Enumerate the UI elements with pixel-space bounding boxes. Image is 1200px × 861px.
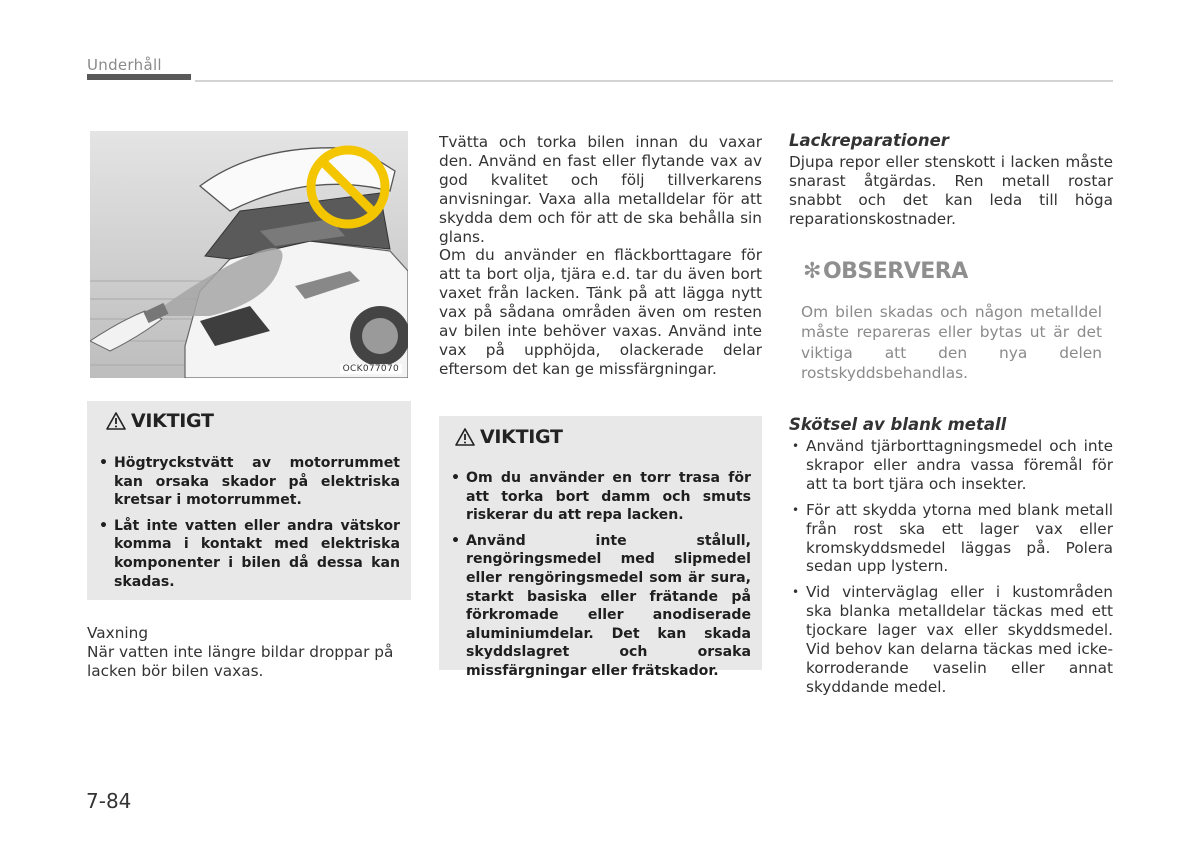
warning-box-engine bbox=[87, 401, 411, 600]
paint-repair-section bbox=[789, 131, 1113, 229]
list-item: • För att skydda ytorna med blank metall från rost ska ett lager vax eller kromskyddsmedel läggas på. Polera sedan upp lystern. bbox=[789, 501, 1113, 577]
warning-item: • Om du använder en torr trasa för att torka bort damm och smuts riskerar du att repa lacken. bbox=[449, 469, 751, 525]
waxing-section bbox=[87, 624, 411, 681]
warning-triangle-icon bbox=[106, 412, 126, 430]
figure-code: OCK077070 bbox=[340, 364, 402, 374]
observera-text: Om bilen skadas och någon metalldel måste repareras eller bytas ut är det viktiga att den nya delen rostskyddsbehandlas. bbox=[801, 303, 1102, 383]
warning-box-paint bbox=[439, 416, 762, 679]
warning-header bbox=[455, 426, 563, 448]
warning-item: • Använd inte stålull, rengöringsmedel med slipmedel eller rengöringsmedel som är sura, starkt basiska eller frätande på förkromade eller anodiserade aluminiumdelar. Det kan skada skyddslagret och orsaka missfärgningar eller frätskador. bbox=[449, 532, 751, 681]
warning-title: VIKTIGT bbox=[131, 410, 214, 432]
warning-header bbox=[106, 410, 214, 432]
observera-header bbox=[803, 259, 1113, 284]
list-item: • Använd tjärborttagningsmedel och inte skrapor eller andra vassa föremål för att ta bort tjära och insekter. bbox=[789, 437, 1113, 494]
header-rule bbox=[195, 80, 1113, 82]
paragraph-wax-instructions: Tvätta och torka bilen innan du vaxar den. Använd en fast eller flytande vax av god kvalitet och följ tillverkarens anvisningar. Vaxa alla metalldelar för att skydda dem och för att de ska behålla sin glans. bbox=[439, 133, 762, 246]
car-hood-illustration bbox=[90, 131, 408, 378]
lack-heading: Lackreparationer bbox=[789, 131, 949, 150]
observera-title: OBSERVERA bbox=[822, 259, 968, 284]
observera-note bbox=[789, 259, 1113, 384]
warning-item: • Låt inte vatten eller andra vätskor komma i kontakt med elektriska komponenter i bilen då dessa kan skadas. bbox=[97, 517, 400, 591]
warning-triangle-icon bbox=[455, 428, 475, 446]
metal-care-section bbox=[789, 415, 1113, 704]
warning-title: VIKTIGT bbox=[480, 426, 563, 448]
page-number: 7-84 bbox=[86, 789, 132, 813]
warning-list bbox=[97, 454, 400, 598]
waxing-heading: Vaxning bbox=[87, 624, 149, 642]
waxing-text: När vatten inte längre bildar droppar på lacken bör bilen vaxas. bbox=[87, 642, 394, 680]
list-item: • Vid vinterväglag eller i kustområden ska blanka metalldelar täckas med ett tjockare lager vax eller skyddsmedel. Vid behov kan delarna täckas med icke-korroderande vaselin eller annat skyddande medel. bbox=[789, 583, 1113, 696]
warning-item: • Högtryckstvätt av motorrummet kan orsaka skador på elektriska kretsar i motorrummet. bbox=[97, 454, 400, 510]
lack-text: Djupa repor eller stenskott i lacken måste snarast åtgärdas. Ren metall rostar snabbt och det kan leda till höga reparationskostnader. bbox=[789, 153, 1113, 228]
header-bar bbox=[87, 74, 191, 80]
warning-list bbox=[449, 469, 751, 688]
asterisk-icon: ✻ bbox=[803, 259, 821, 284]
section-title: Underhåll bbox=[87, 56, 162, 74]
paragraph-stain-remover: Om du använder en fläckborttagare för att ta bort olja, tjära e.d. tar du även bort vaxet från lacken. Tänk på att lägga nytt vax på sådana områden även om resten av bilen inte behöver vaxas. Använd inte vax på upphöjda, olackerade delar eftersom det kan ge missfärgningar. bbox=[439, 246, 762, 378]
washing-text bbox=[439, 133, 762, 379]
metal-care-list bbox=[789, 437, 1113, 697]
metal-heading: Skötsel av blank metall bbox=[789, 415, 1007, 434]
car-illustration-graphic bbox=[90, 131, 408, 378]
